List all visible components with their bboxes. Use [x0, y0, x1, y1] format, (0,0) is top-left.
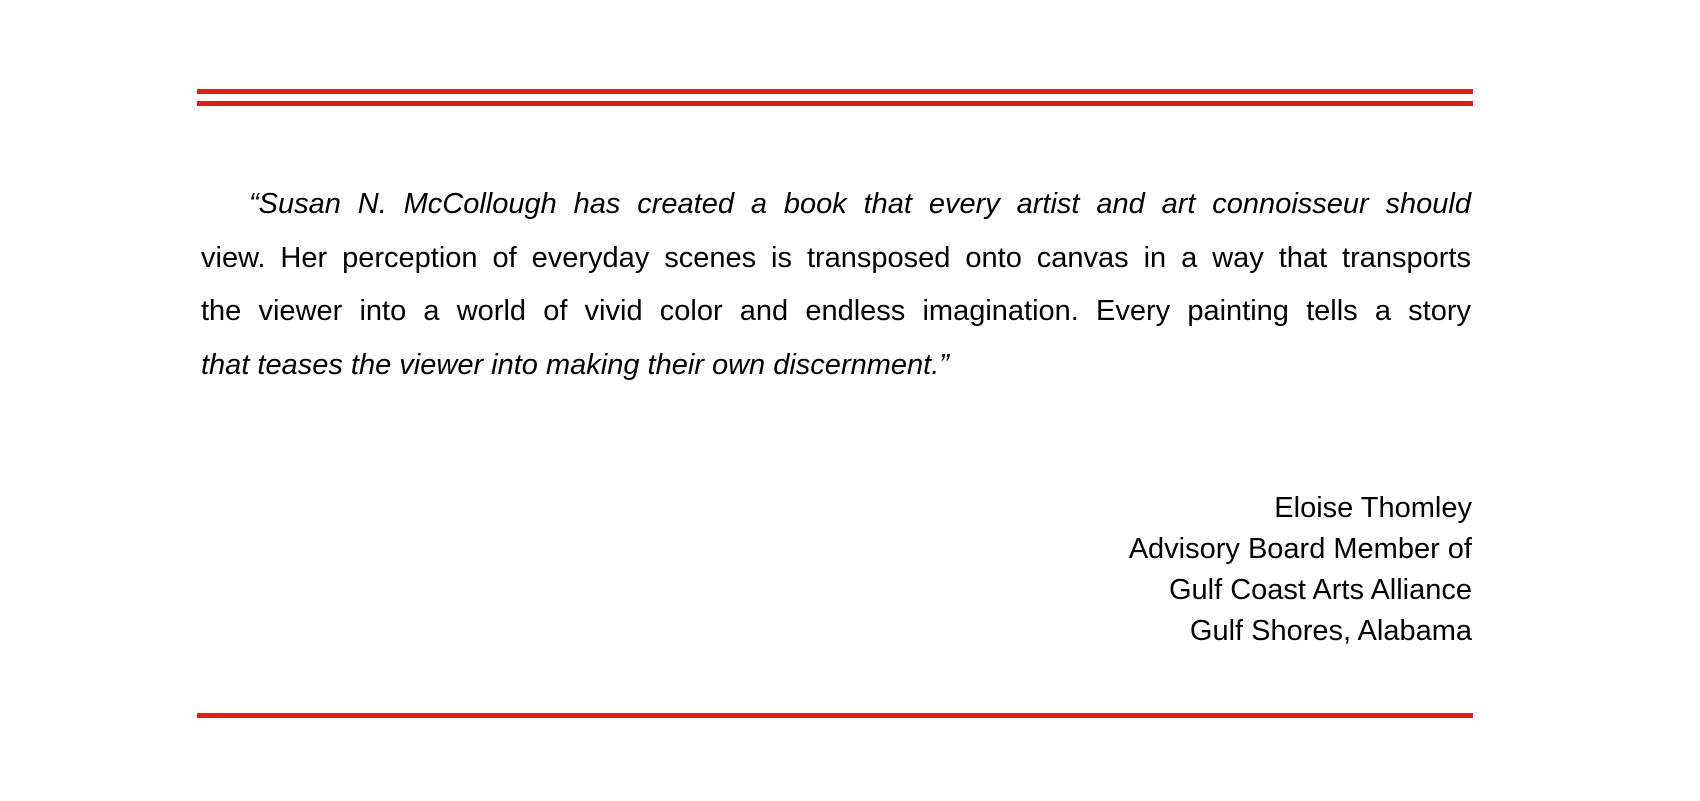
- top-red-rule-lower: [197, 101, 1473, 106]
- attribution-block: [1129, 488, 1472, 652]
- testimonial-quote: [201, 178, 1471, 392]
- quote-line-2: view. Her perception of everyday scenes is transposed onto canvas in a way that transports: [201, 241, 1471, 274]
- bottom-red-rule: [197, 713, 1473, 718]
- quote-line-1: “Susan N. McCollough has created a book that every artist and art connoisseur should: [249, 188, 1471, 220]
- attribution-role: Advisory Board Member of: [1128, 533, 1472, 565]
- quote-line-3: the viewer into a world of vivid color and endless imagination. Every painting tells a story: [201, 295, 1471, 327]
- attribution-location: Gulf Shores, Alabama: [1189, 615, 1472, 647]
- top-red-rule-upper: [197, 89, 1473, 94]
- quote-line-4: that teases the viewer into making their own discernment.”: [201, 348, 949, 381]
- attribution-name: Eloise Thomley: [1274, 492, 1472, 524]
- attribution-organization: Gulf Coast Arts Alliance: [1168, 574, 1472, 606]
